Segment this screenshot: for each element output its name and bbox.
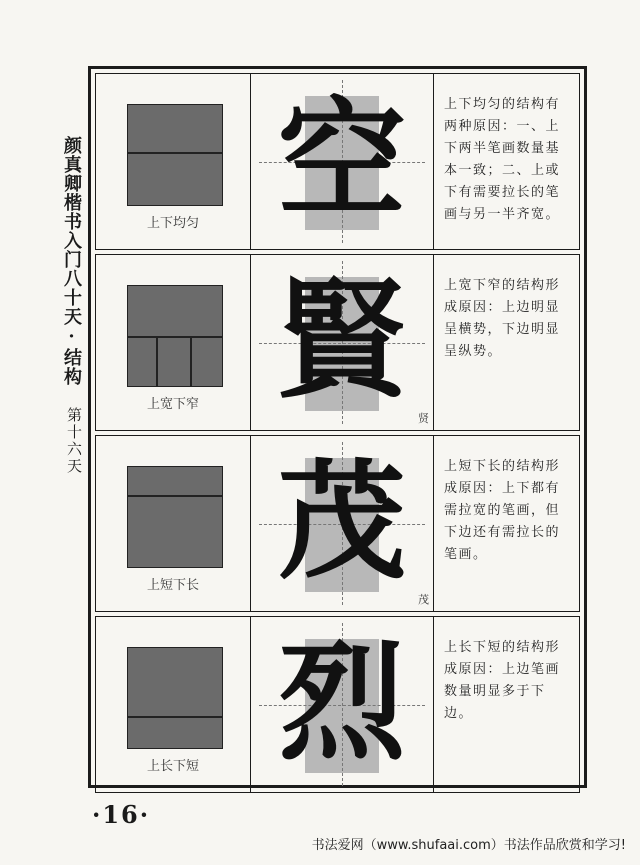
calligraphy-character: 賢 <box>277 266 406 416</box>
character-cell <box>251 255 434 430</box>
structure-diagram-cell <box>96 74 251 249</box>
description-text: 上下均匀的结构有两种原因：一、上下两半笔画数量基本一致；二、上或下有需要拉长的笔画与另一半齐宽。 <box>444 97 561 222</box>
description-text: 上宽下窄的结构形成原因：上边明显呈横势，下边明显呈纵势。 <box>444 278 561 359</box>
structure-row <box>95 616 580 793</box>
simplified-character: 贤 <box>418 412 429 425</box>
page-number: ·16· <box>92 800 151 829</box>
simplified-character: 茂 <box>418 593 429 606</box>
structure-diagram-cell <box>96 617 251 792</box>
calligraphy-character: 茂 <box>277 447 406 597</box>
diagram-label: 上长下短 <box>146 759 199 774</box>
description-cell <box>434 617 579 792</box>
structure-diagram <box>127 647 223 749</box>
diagram-label: 上短下长 <box>146 578 199 593</box>
divider-line <box>128 336 222 338</box>
structure-diagram <box>127 466 223 568</box>
structure-row <box>95 435 580 612</box>
description-text: 上长下短的结构形成原因：上边笔画数量明显多于下边。 <box>444 640 561 721</box>
structure-row <box>95 254 580 431</box>
structure-row <box>95 73 580 250</box>
character-cell <box>251 436 434 611</box>
divider-line <box>128 716 222 718</box>
description-cell <box>434 74 579 249</box>
character-cell <box>251 74 434 249</box>
divider-line <box>128 495 222 497</box>
structure-diagram <box>127 104 223 206</box>
footer-watermark: 书法爱网（www.shufaai.com）书法作品欣赏和学习! <box>311 838 626 853</box>
calligraphy-character: 烈 <box>277 628 406 778</box>
structure-diagram-cell <box>96 436 251 611</box>
divider-line <box>190 337 192 386</box>
book-title: 颜真卿楷书入门八十天·结构 <box>61 136 82 386</box>
structure-diagram <box>127 285 223 387</box>
divider-line <box>156 337 158 386</box>
description-text: 上短下长的结构形成原因：上下都有需拉宽的笔画，但下边还有需拉长的笔画。 <box>444 459 561 562</box>
structure-diagram-cell <box>96 255 251 430</box>
character-cell <box>251 617 434 792</box>
day-label: 第十六天 <box>65 407 83 475</box>
divider-line <box>128 152 222 154</box>
lesson-table <box>88 66 587 788</box>
calligraphy-character: 空 <box>277 85 406 235</box>
description-cell <box>434 255 579 430</box>
diagram-label: 上宽下窄 <box>146 397 199 412</box>
diagram-label: 上下均匀 <box>146 216 199 231</box>
description-cell <box>434 436 579 611</box>
